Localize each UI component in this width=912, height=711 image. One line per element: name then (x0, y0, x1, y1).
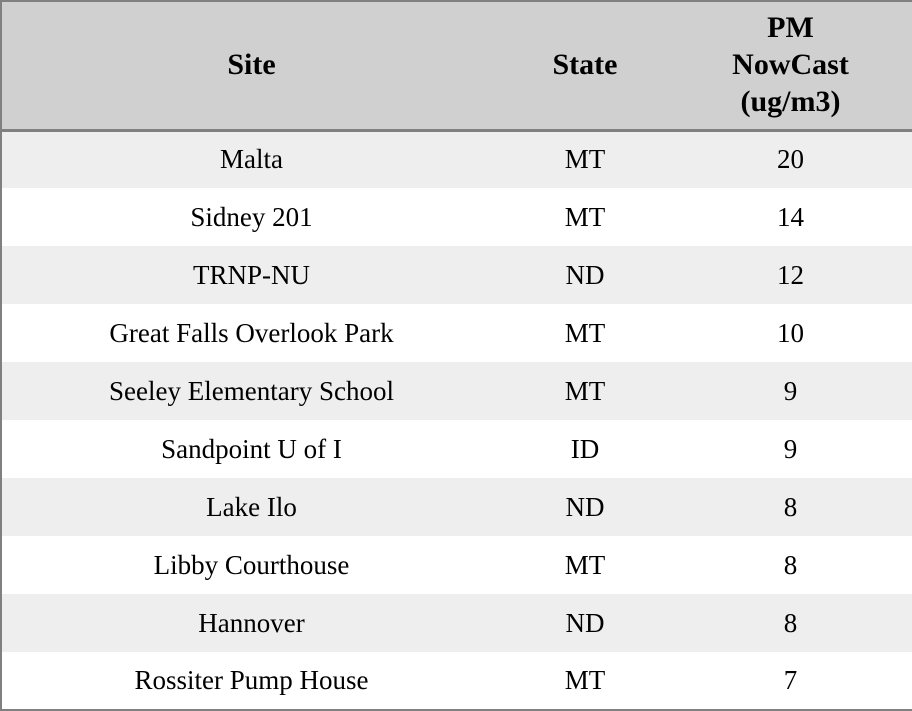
state-cell: ND (565, 607, 605, 638)
state-cell: MT (564, 144, 606, 175)
pm-value-cell: 12 (777, 259, 804, 290)
table-row (1, 420, 912, 478)
table-row (1, 246, 912, 304)
table-row (1, 130, 912, 188)
state-cell: ND (565, 259, 605, 290)
site-cell: Seeley Elementary School (109, 375, 394, 406)
header-row (1, 1, 912, 130)
site-cell: Sidney 201 (190, 201, 313, 232)
pm-value-cell: 10 (777, 317, 804, 348)
table-row (1, 594, 912, 652)
pm-value-cell: 9 (783, 375, 798, 406)
site-cell: Hannover (198, 607, 305, 638)
column-header-site: Site (1, 1, 501, 130)
column-header-state: State (501, 1, 669, 130)
pm-value-cell: 9 (783, 433, 798, 464)
table-row (1, 478, 912, 536)
state-cell: MT (564, 201, 606, 232)
pm-value-cell: 14 (777, 201, 804, 232)
column-header-pm-nowcast (669, 1, 912, 130)
site-cell: Great Falls Overlook Park (109, 317, 394, 348)
table-header (1, 1, 912, 130)
table-row (1, 188, 912, 246)
table-row (1, 652, 912, 710)
state-cell: MT (564, 375, 606, 406)
state-cell: ID (570, 433, 600, 464)
state-cell: MT (564, 317, 606, 348)
pm-value-cell: 8 (783, 607, 798, 638)
table-row (1, 304, 912, 362)
site-cell: Malta (220, 144, 283, 175)
pm-value-cell: 8 (783, 549, 798, 580)
table-row (1, 536, 912, 594)
site-cell: Rossiter Pump House (134, 665, 369, 695)
pm-value-cell: 7 (783, 665, 798, 695)
table-body (1, 130, 912, 710)
state-cell: MT (564, 665, 606, 695)
table-row (1, 362, 912, 420)
state-cell: MT (564, 549, 606, 580)
column-header-pm-nowcast-label: PM NowCast (ug/m3) (732, 11, 849, 118)
pm-value-cell: 8 (783, 491, 798, 522)
state-cell: ND (565, 491, 605, 522)
site-cell: Sandpoint U of I (161, 433, 342, 464)
site-cell: Lake Ilo (206, 491, 297, 522)
site-cell: Libby Courthouse (153, 549, 350, 580)
site-cell: TRNP-NU (192, 259, 310, 290)
pm-value-cell: 20 (777, 144, 804, 175)
